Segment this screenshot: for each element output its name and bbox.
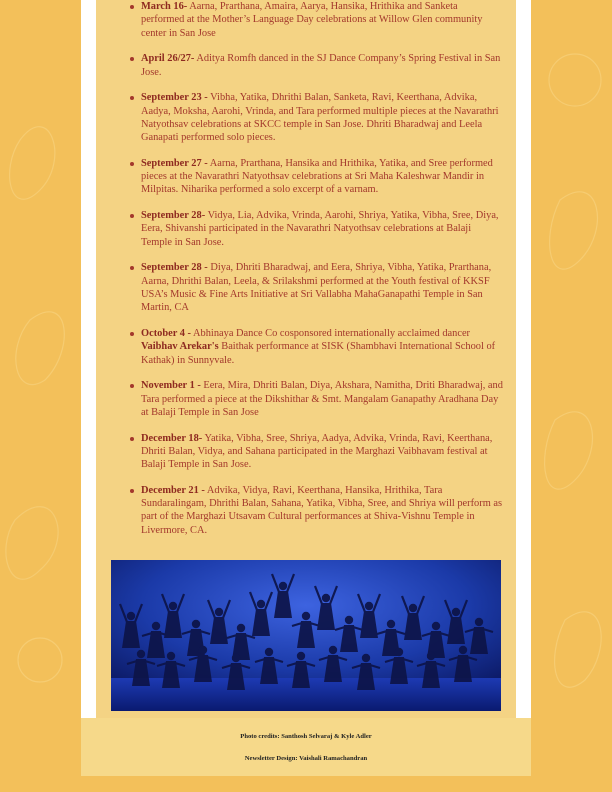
- event-date: December 21 -: [141, 484, 205, 496]
- event-date: April 26/27-: [141, 53, 195, 65]
- left-border: [81, 0, 96, 718]
- event-date: November 1 -: [141, 380, 201, 392]
- event-item: [141, 91, 503, 144]
- credits: [81, 733, 531, 777]
- event-date: March 16-: [141, 1, 188, 12]
- event-item: [141, 0, 503, 40]
- event-item: [141, 52, 503, 79]
- event-item: [141, 327, 503, 367]
- events-list: [141, 0, 503, 549]
- event-date: September 28-: [141, 210, 206, 222]
- event-item: [141, 432, 503, 472]
- event-text: Aarna, Prarthana, Amaira, Aarya, Hansika, Hrithika and Sanketa performed at the Mother’s Language Day celebrations at Willow Glen community center in San Jose: [141, 1, 483, 39]
- event-item: [141, 209, 503, 249]
- design-credits: Newsletter Design: Vaishali Ramachandran: [244, 755, 368, 762]
- event-text: Yatika, Vibha, Sree, Shriya, Aadya, Advika, Vrinda, Ravi, Keerthana, Dhriti Balan, Vidya, and Sahana participated in the Marghazi Vaibhavam festival at Balaji Temple in San Jose.: [141, 432, 493, 471]
- event-text: Aditya Romfh danced in the SJ Dance Company’s Spring Festival in San Jose.: [141, 53, 501, 78]
- event-text: Advika, Vidya, Ravi, Keerthana, Hansika, Hrithika, Tara Sundaralingam, Dhrithi Balan, Sahana, Yatika, Vibha, Sree, and Shriya will perform as part of the Marghazi Utsavam Cultural performances at Shiva-Vishnu Temple in Livermore, CA.: [141, 484, 503, 536]
- event-text: Diya, Dhriti Bharadwaj, and Eera, Shriya, Vibha, Yatika, Prarthana, Aarna, Dhrithi Balan, Leela, & Srilakshmi performed at the Youth festival of KKSF USA’s Music & Fine Arts Initiative at Sri Vallabha MahaGanapathi Temple in San Martin, CA: [141, 262, 492, 314]
- event-text: Aarna, Prarthana, Hansika and Hrithika, Yatika, and Sree performed pieces at the Navarathri Natyothsav celebrations at Sri Maha Kaleshwar Mandir in Milpitas. Niharika performed a solo excerpt of a varnam.: [141, 157, 493, 196]
- right-border: [516, 0, 531, 718]
- event-date: December 18-: [141, 432, 203, 444]
- event-date: September 23 -: [141, 92, 208, 104]
- event-item: [141, 157, 503, 197]
- event-date: September 27 -: [141, 157, 208, 169]
- event-item: [141, 379, 503, 419]
- event-text: Vibha, Yatika, Dhrithi Balan, Sanketa, Ravi, Keerthana, Advika, Aadya, Moksha, Aarohi, Vrinda, and Tara performed multiple pieces at the Navarathri Natyothsav celebrations at SKCC temple in San Jose. Dhriti Bharadwaj and Leela Ganapati performed solo pieces.: [141, 92, 499, 144]
- event-date: September 28 -: [141, 262, 208, 274]
- stage-photo-illustration: [111, 560, 501, 711]
- photo-credits: Photo credits: Santhosh Selvaraj & Kyle Adler: [240, 733, 372, 740]
- event-text: Abhinaya Dance Co cosponsored internationally acclaimed dancer: [191, 327, 471, 339]
- event-text: Eera, Mira, Dhriti Balan, Diya, Akshara, Namitha, Driti Bharadwaj, and Tara performed a piece at the Dikshithar & Smt. Mangalam Ganapathy Aradhana Day at Balaji Temple in San Jose: [141, 380, 503, 418]
- event-highlight: Vaibhav Arekar's: [141, 341, 219, 353]
- event-text: Vidya, Lia, Advika, Vrinda, Aarohi, Shriya, Yatika, Vibha, Sree, Diya, Eera, Shivanshi participated in the Navarathri Natyothsav celebrations at Balaji Temple in San Jose.: [141, 210, 499, 248]
- event-item: [141, 484, 503, 537]
- event-text-continued: Baithak performance at SISK (Shambhavi International School of Kathak) in Sunnyvale.: [141, 341, 496, 366]
- event-item: [141, 261, 503, 314]
- event-date: October 4 -: [141, 327, 192, 339]
- dance-performance-photo: [111, 560, 501, 711]
